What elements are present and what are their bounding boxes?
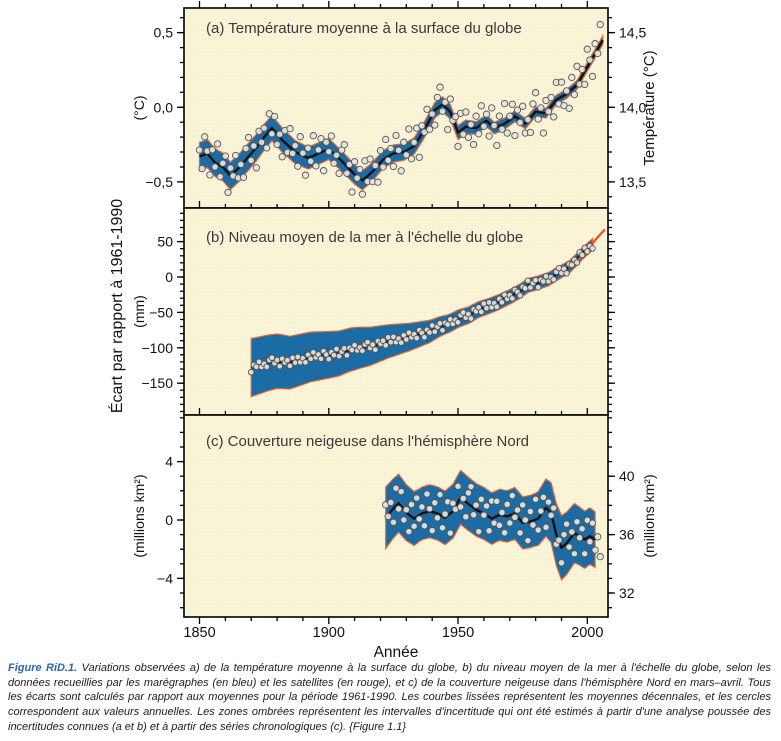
tick-label: −100 [141, 339, 173, 356]
figure-caption-label: Figure RiD.1. [8, 662, 78, 674]
x-axis-title: Année [373, 644, 419, 661]
tick-label: 14,0 [619, 99, 647, 116]
panel-title: (a) Température moyenne à la surface du globe [206, 20, 522, 37]
panel-title: (c) Couverture neigeuse dans l'hémisphère Nord [206, 433, 530, 450]
tick-label: 13,5 [619, 173, 647, 190]
tick-label: −150 [141, 375, 173, 392]
tick-label: −4 [157, 570, 173, 587]
tick-label: 50 [157, 233, 173, 250]
tick-label: 0,5 [153, 24, 173, 41]
x-tick-label: 2000 [571, 625, 604, 641]
panel-b [131, 201, 615, 422]
tick-label: 0,0 [153, 99, 173, 116]
tick-label: 36 [619, 526, 635, 543]
axis-unit-label-left: (mm) [131, 295, 147, 328]
tick-label: −0,5 [145, 173, 173, 190]
x-tick-label: 1950 [441, 625, 475, 641]
tick-label: 4 [165, 453, 173, 470]
tick-label: 0 [165, 269, 173, 285]
tick-label: 14,5 [619, 24, 647, 41]
panel-a [131, 1, 658, 215]
tick-label: 40 [619, 468, 635, 485]
outer-y-axis-label: Écart par rapport à 1961-1990 [109, 198, 126, 414]
figure-caption-text: Variations observées a) de la température moyenne à la surface du globe, b) du niveau moyen de la mer à l'échelle du globe, selon les données recueillies par les marégraphes (en bleu) et les satellites (en rouge), et c) de la couverture neigeuse dans l'hémisphère Nord en mars–avril. Tous les écarts sont calculés par rapport aux moyennes pour la période 1961-1990. Les courbes lissées représentent les moyennes décennales, et les cercles correspondent aux valeurs annuelles. Les zones ombrées représentent les intervalles d'incertitude qui ont été estimés à partir d'une analyse poussée des incertitudes connues (a et b) et à partir des séries chronologiques (c). {Figure 1.1} [8, 662, 771, 733]
tick-label: 32 [619, 585, 635, 602]
x-axis-labels [183, 625, 603, 661]
tick-label: 0 [165, 512, 173, 529]
axis-unit-label-right: Température (°C) [641, 50, 658, 166]
axis-unit-label-left: (millions km²) [131, 474, 147, 558]
axis-unit-label-left: (°C) [131, 95, 147, 121]
panel-c [131, 408, 657, 624]
x-tick-label: 1900 [312, 625, 345, 641]
figure-caption [8, 661, 771, 734]
tick-label: −50 [149, 304, 173, 321]
axis-unit-label-right: (millions km²) [641, 474, 657, 558]
panel-title: (b) Niveau moyen de la mer à l'échelle du globe [206, 229, 524, 246]
x-tick-label: 1850 [183, 625, 216, 641]
